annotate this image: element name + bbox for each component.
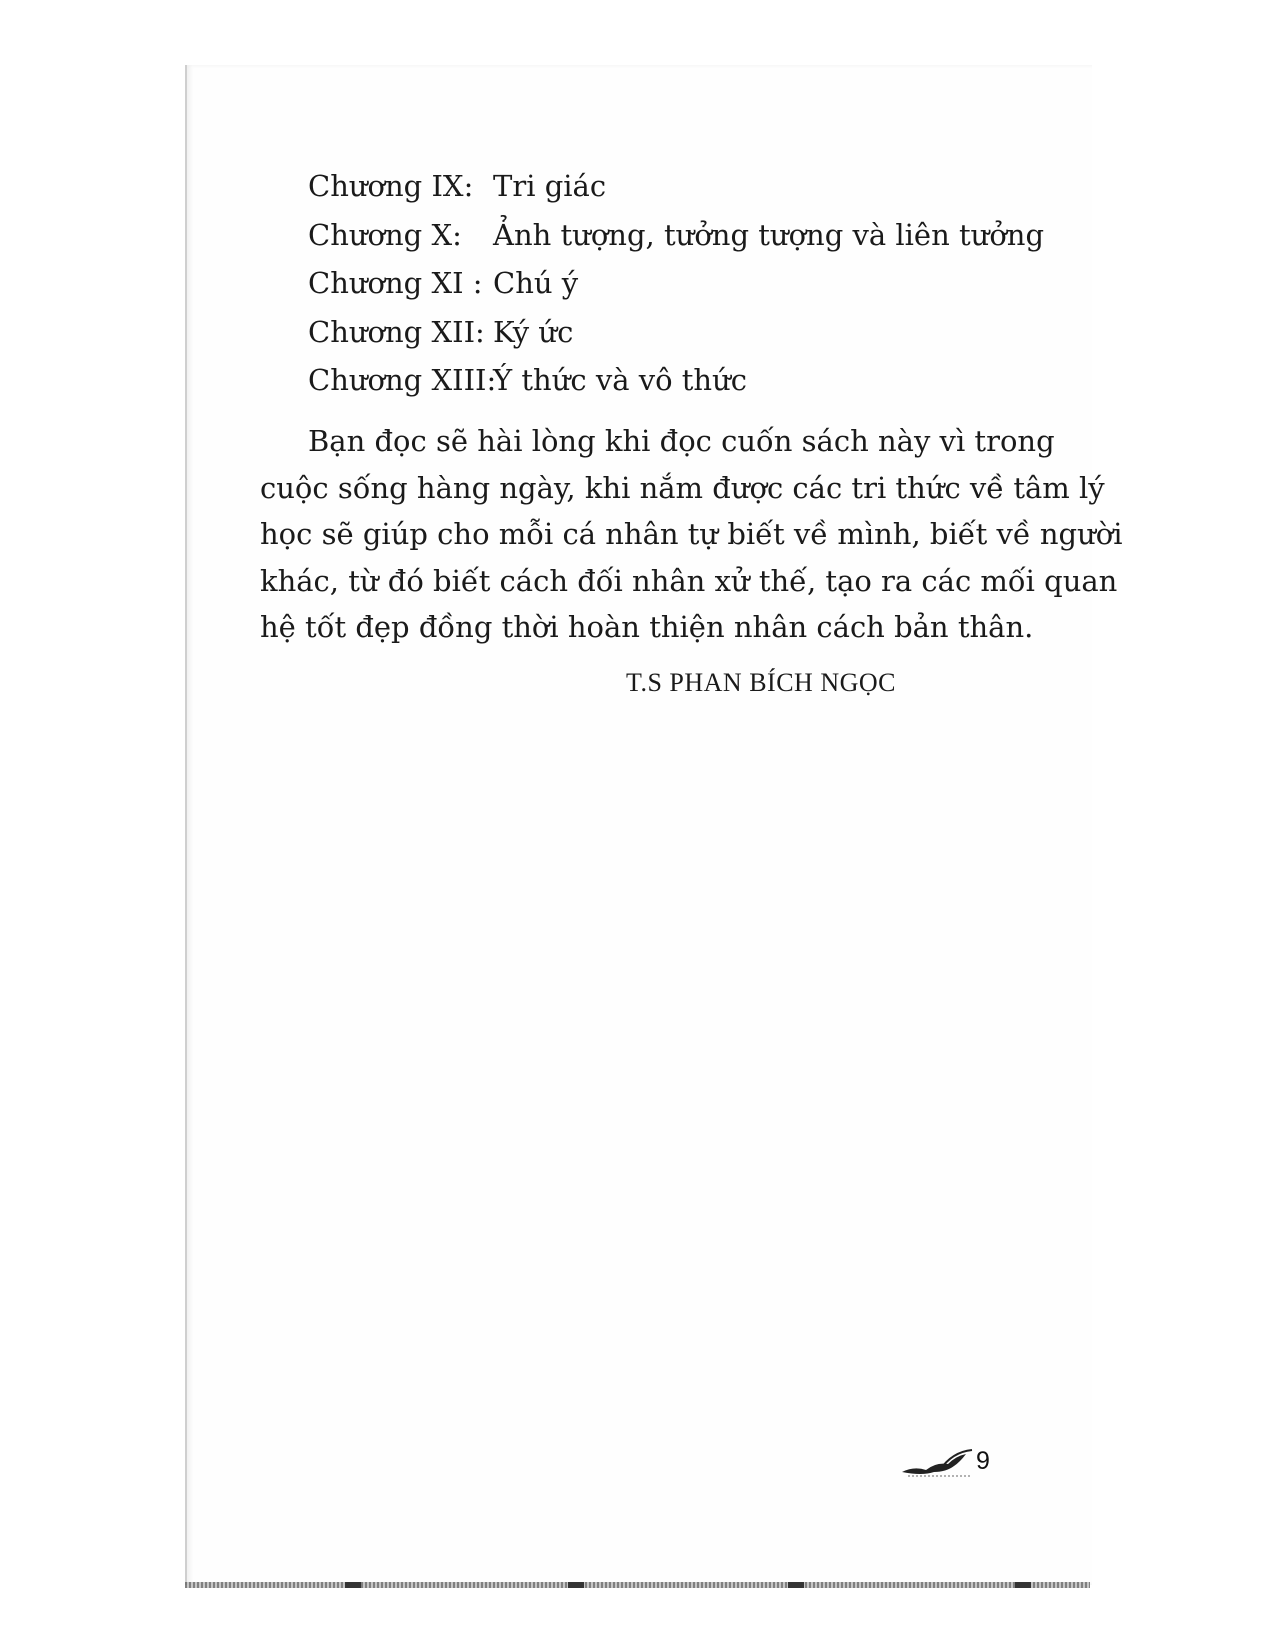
paragraph-line: hệ tốt đẹp đồng thời hoàn thiện nhân cách bản thân. — [260, 610, 1034, 644]
edge-mark — [345, 1582, 361, 1588]
chapter-title: Chú ý — [493, 266, 579, 300]
chapter-title: Ý thức và vô thức — [493, 363, 748, 397]
paragraph-line: cuộc sống hàng ngày, khi nắm được các tri thức về tâm lý — [260, 470, 1105, 505]
paragraph-line: học sẽ giúp cho mỗi cá nhân tự biết về mình, biết về người — [260, 517, 1123, 551]
chapter-title: Ký ức — [493, 314, 574, 349]
chapter-row — [308, 356, 1044, 405]
edge-mark — [1015, 1582, 1031, 1588]
chapter-label: Chương XII: — [308, 314, 485, 349]
closing-paragraph — [260, 418, 1123, 651]
quill-ornament-icon — [900, 1448, 978, 1480]
chapter-row — [308, 308, 1044, 357]
edge-mark — [568, 1582, 584, 1588]
paragraph-line: Bạn đọc sẽ hài lòng khi đọc cuốn sách này vì trong — [308, 424, 1055, 458]
edge-mark — [788, 1582, 804, 1588]
chapter-row — [308, 211, 1044, 260]
chapter-title: Tri giác — [493, 169, 607, 203]
chapter-label: Chương IX: — [308, 169, 474, 203]
chapter-row — [308, 162, 1044, 211]
chapter-label: Chương X: — [308, 217, 462, 252]
page-bottom-edge — [185, 1582, 1090, 1588]
author-signature: T.S PHAN BÍCH NGỌC — [626, 668, 896, 697]
chapter-list — [308, 162, 1044, 405]
chapter-label: Chương XI : — [308, 266, 483, 300]
chapter-row — [308, 259, 1044, 308]
page-number: 9 — [976, 1447, 990, 1475]
paragraph-line: khác, từ đó biết cách đối nhân xử thế, tạo ra các mối quan — [260, 563, 1118, 598]
chapter-label: Chương XIII: — [308, 363, 497, 397]
chapter-title: Ảnh tượng, tưởng tượng và liên tưởng — [493, 217, 1045, 252]
